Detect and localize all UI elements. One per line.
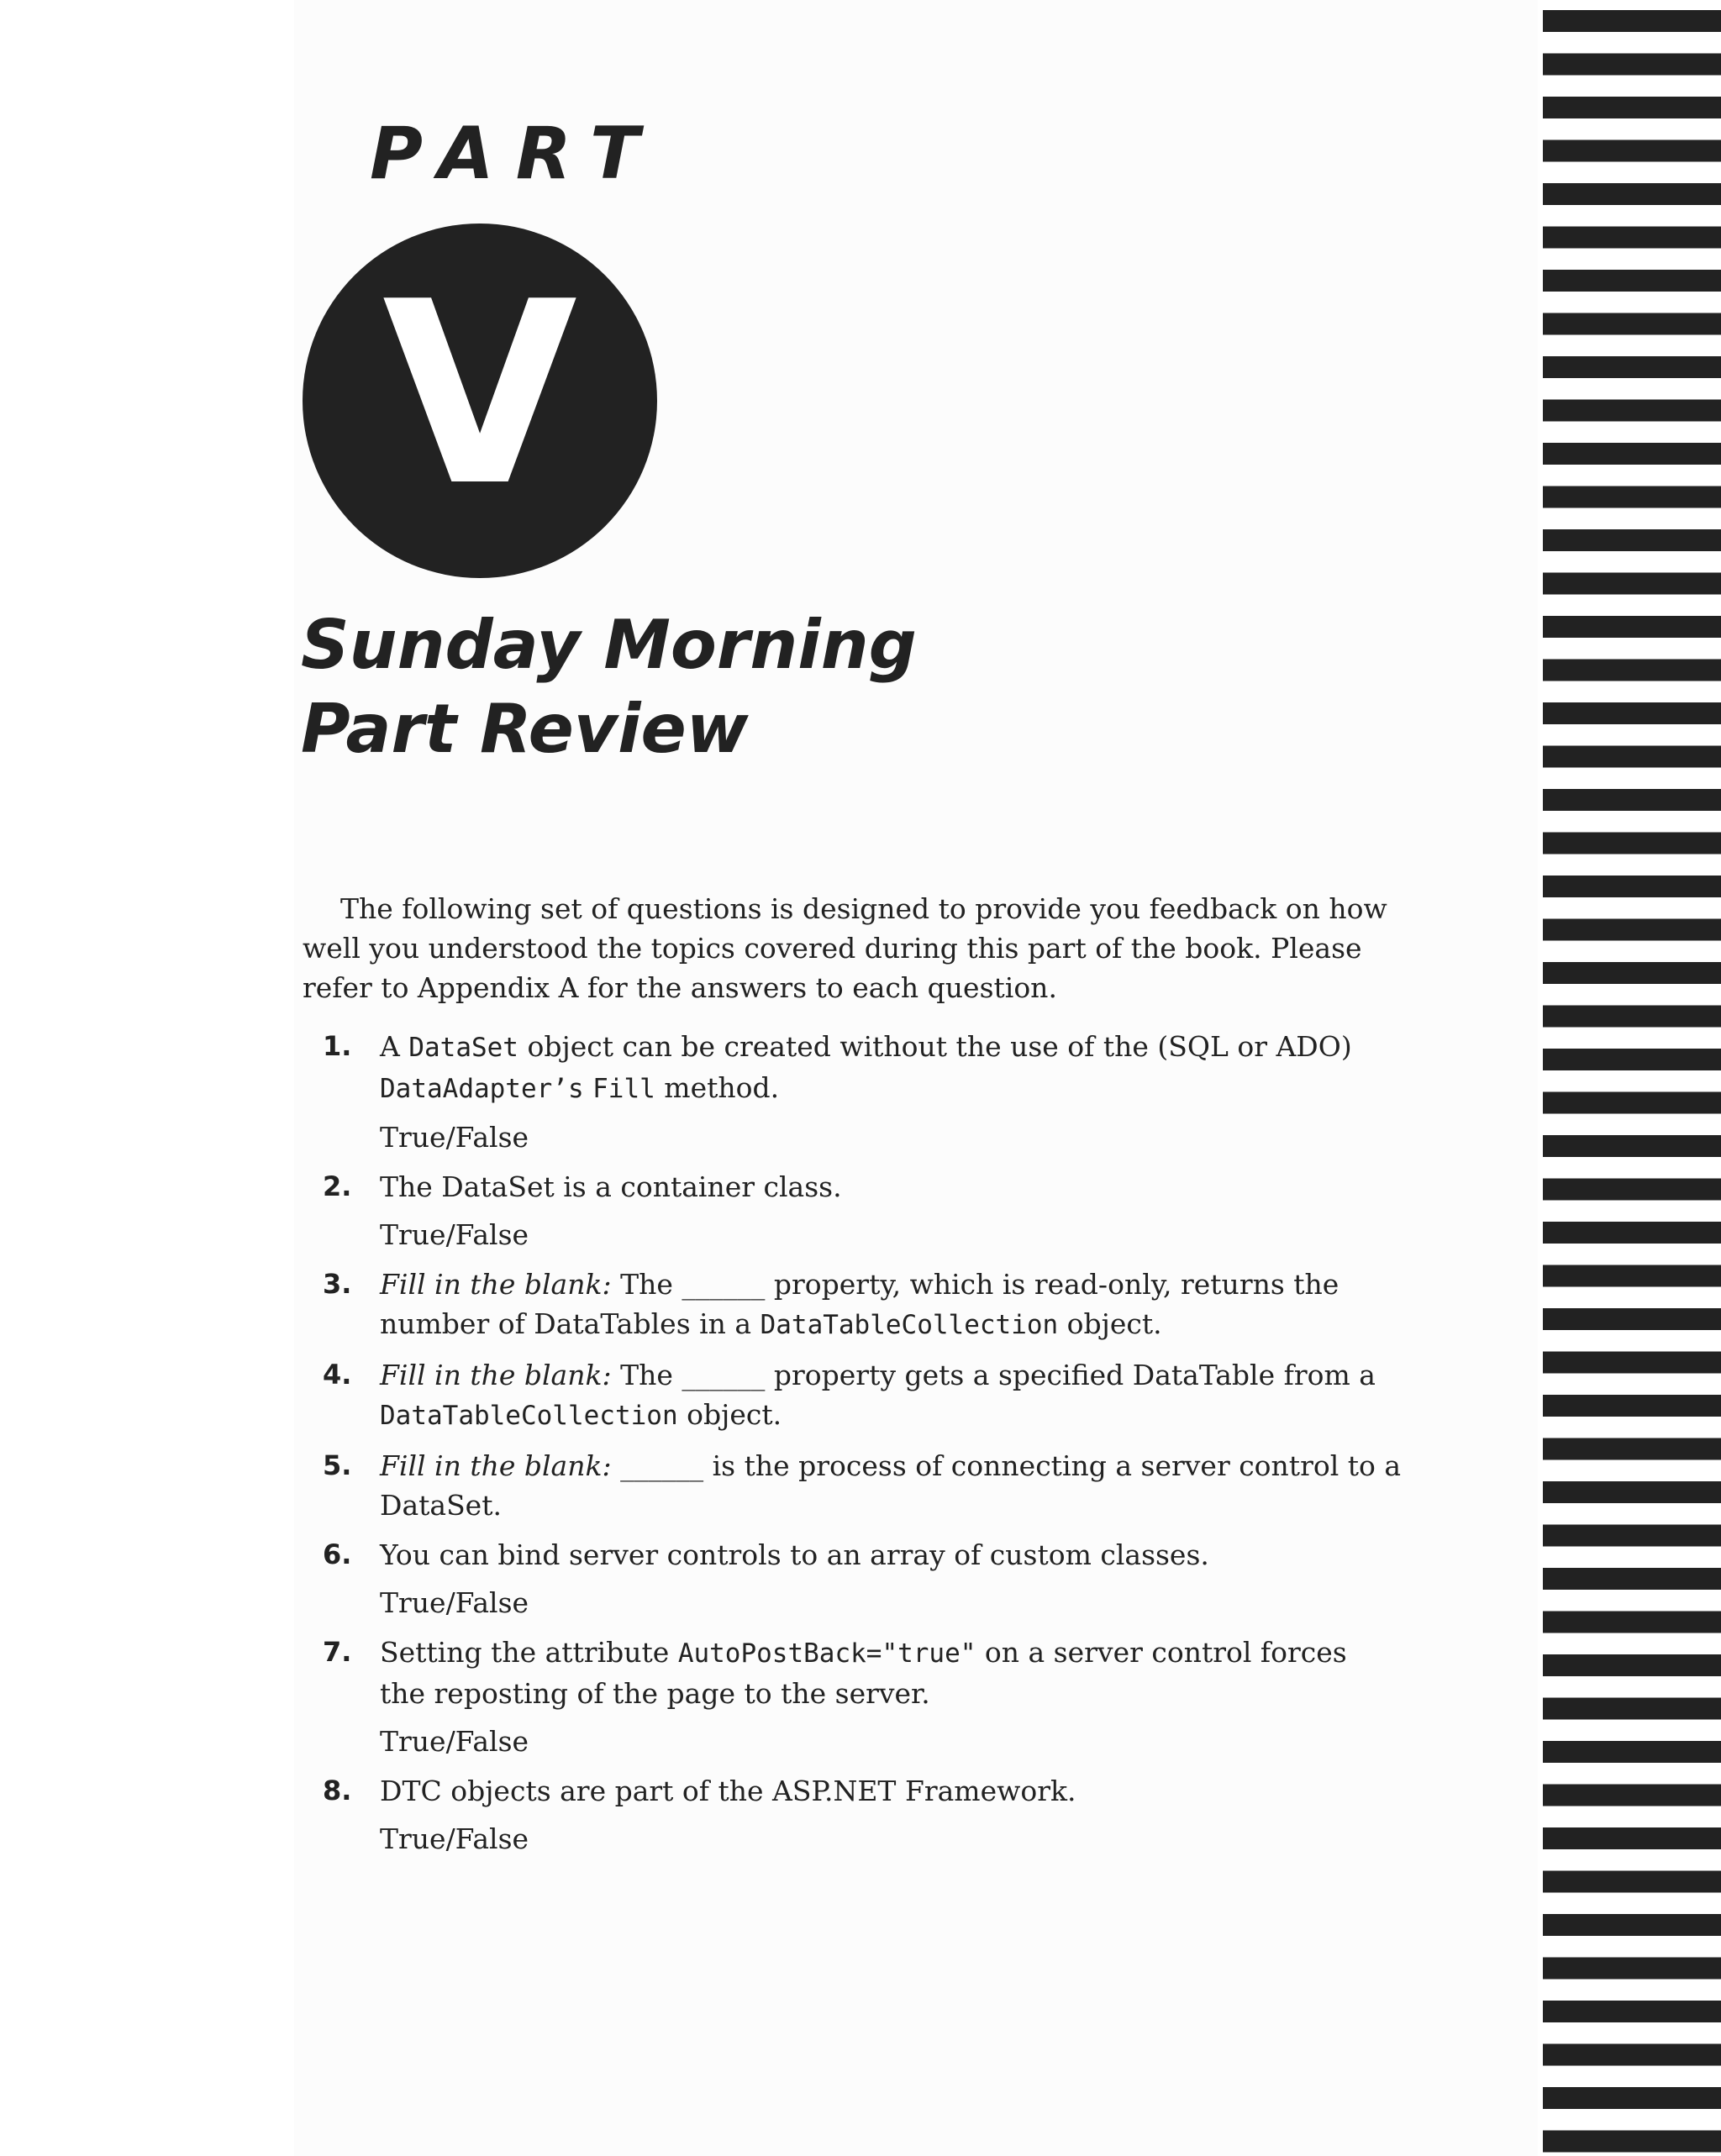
question-8 [303,1771,1403,1859]
question-text: method. [655,1071,780,1104]
true-false-answer: True/False [380,1121,529,1154]
title-line-1: Sunday Morning [301,606,917,684]
question-4 [303,1355,1403,1436]
fill-in-lead: Fill in the blank: [380,1359,612,1391]
page-edge-stripes [1543,0,1721,2156]
question-number: 5. [323,1449,352,1481]
question-text: the reposting of the page to the server. [380,1677,930,1710]
question-2 [303,1167,1403,1254]
question-list [303,1027,1403,1869]
question-text: DTC objects are part of the ASP.NET Framework. [380,1775,1076,1807]
question-1 [303,1027,1403,1157]
question-number: 8. [323,1775,352,1806]
question-text: The ______ property gets a specified DataTable from a [611,1359,1376,1391]
question-number: 6. [323,1538,352,1570]
question-text: number of DataTables in a [380,1307,761,1340]
question-text: Setting the attribute [380,1636,678,1669]
part-title [301,603,917,771]
question-text: on a server control forces [976,1636,1347,1669]
true-false-answer: True/False [380,1586,529,1619]
part-number-badge [303,223,657,578]
true-false-answer: True/False [380,1822,529,1855]
fill-in-lead: Fill in the blank: [380,1449,612,1482]
question-text: object. [677,1398,782,1431]
question-text: object. [1058,1307,1162,1340]
question-number: 4. [323,1359,352,1391]
code-term: DataAdapter’s [380,1074,584,1104]
question-text: The DataSet is a container class. [380,1170,842,1203]
question-text: You can bind server controls to an array of custom classes. [380,1538,1209,1571]
question-text [584,1071,593,1104]
question-3 [303,1265,1403,1345]
fill-in-lead: Fill in the blank: [380,1268,612,1301]
true-false-answer: True/False [380,1725,529,1758]
question-number: 1. [323,1030,352,1062]
question-6 [303,1535,1403,1622]
question-number: 3. [323,1268,352,1300]
question-text: ______ is the process of connecting a server control to a [611,1449,1402,1482]
code-term: AutoPostBack="true" [677,1638,976,1669]
part-label: PART [370,112,661,196]
question-text: DataSet. [380,1489,502,1522]
question-number: 7. [323,1636,352,1668]
code-term: DataTableCollection [760,1310,1059,1340]
code-term: DataTableCollection [380,1401,678,1431]
part-numeral: V [382,248,578,541]
code-term: Fill [592,1074,655,1104]
question-7 [303,1633,1403,1761]
question-text: A [380,1030,409,1063]
intro-paragraph: The following set of questions is designed to provide you feedback on how well you understood the topics covered during this part of the book. Please refer to Appendix A for the answers to each question. [303,892,1387,1004]
true-false-answer: True/False [380,1218,529,1251]
question-text: object can be created without the use of the (SQL or ADO) [518,1030,1352,1063]
code-term: DataSet [408,1033,518,1063]
title-line-2: Part Review [301,690,749,768]
question-number: 2. [323,1170,352,1202]
question-5 [303,1446,1403,1525]
question-text: The ______ property, which is read-only, returns the [611,1268,1339,1301]
